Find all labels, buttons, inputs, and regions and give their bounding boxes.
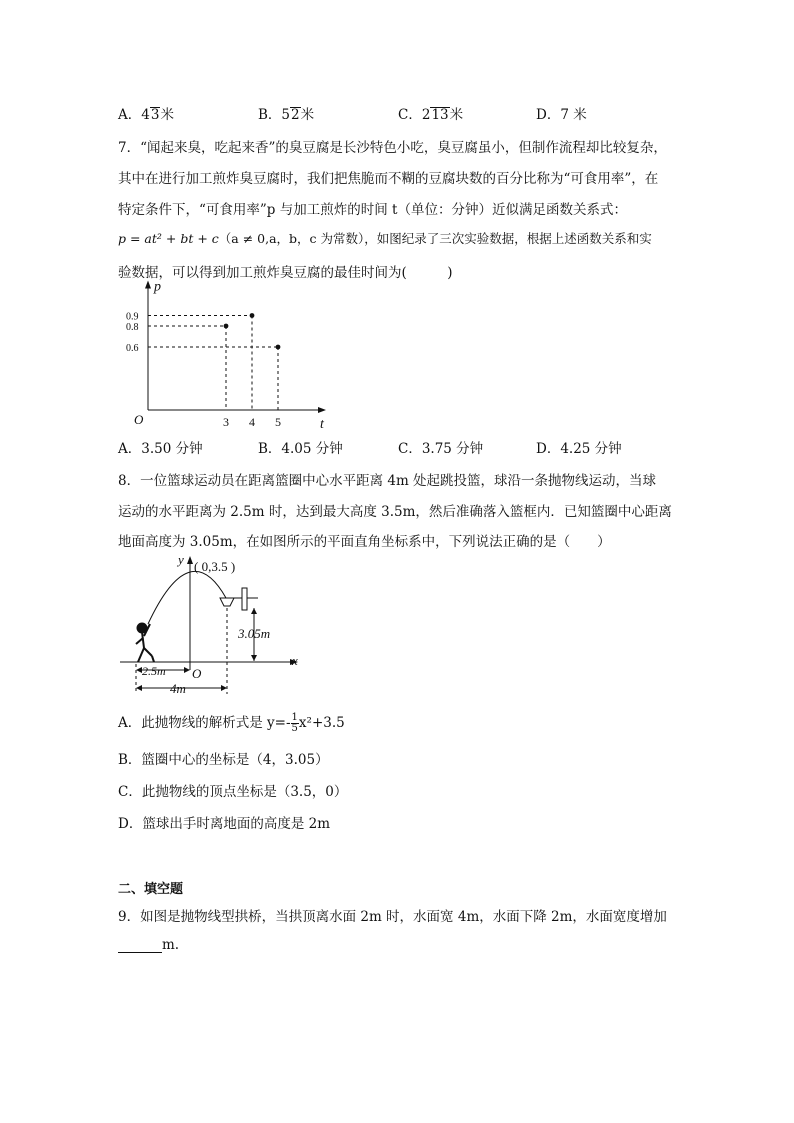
q8-line-3: 地面高度为 3.05m，在如图所示的平面直角坐标系中，下列说法正确的是（ ） <box>118 534 611 550</box>
q8-y-label: y <box>178 552 184 567</box>
q8-option-b[interactable]: B．篮圈中心的坐标是（4，3.05） <box>118 752 329 768</box>
q7-option-a[interactable]: A．3.50 分钟 <box>118 441 203 457</box>
q8-y-arrow-icon <box>187 556 193 564</box>
q8-x-label: x <box>292 653 298 668</box>
q6-options <box>118 103 678 123</box>
q9-line-2 <box>118 937 179 953</box>
data-point-4 <box>250 313 255 318</box>
q8-line-1: 8．一位篮球运动员在距离篮圈中心水平距离 4m 处起跳投篮，球沿一条抛物线运动，当球 <box>118 473 657 489</box>
q6-option-d[interactable]: D．7 米 <box>536 107 587 123</box>
q8-height-arrow-up-icon <box>251 608 257 614</box>
q8-dist2-left-icon <box>136 685 142 691</box>
basketball-player-icon <box>136 624 154 663</box>
q7-line-4 <box>118 229 652 247</box>
q7-chart <box>110 279 324 432</box>
q8-basketball-figure <box>112 552 312 700</box>
q8-height-label: 3.05m <box>238 626 271 641</box>
x-axis-label: t <box>320 417 324 432</box>
q7-option-d[interactable]: D．4.25 分钟 <box>536 441 622 457</box>
data-point-5 <box>276 345 281 350</box>
q8-option-a-fraction: $\frac{1}{5}$ <box>291 711 298 734</box>
y-axis-label: p <box>154 279 161 295</box>
q7-option-c[interactable]: C．3.75 分钟 <box>398 441 484 457</box>
y-tick-label-0.9: 0.9 <box>126 311 139 323</box>
q8-option-d[interactable]: D．篮球出手时离地面的高度是 2m <box>118 816 331 832</box>
q8-option-a-prefix: A．此抛物线的解析式是 y=- <box>118 715 291 731</box>
q8-height-arrow-down-icon <box>251 655 257 661</box>
q6-option-c[interactable]: C．213米 <box>398 107 464 123</box>
q8-vertex-label: ( 0,3.5 ) <box>194 559 236 574</box>
q9-answer-blank[interactable] <box>118 940 162 953</box>
q7-line-3: 特定条件下，“可食用率”p 与加工煎炸的时间 t（单位：分钟）近似满足函数关系式： <box>118 202 627 218</box>
q7-line-1: 7．“闻起来臭，吃起来香”的臭豆腐是长沙特色小吃，臭豆腐虽小，但制作流程却比较复杂， <box>118 140 667 156</box>
q8-option-a-suffix: x²+3.5 <box>298 715 345 731</box>
q7-line-2: 其中在进行加工煎炸臭豆腐时，我们把焦脆而不糊的豆腐块数的百分比称为“可食用率”，在 <box>118 171 659 187</box>
q8-ball-trajectory <box>148 571 226 624</box>
q6-option-a[interactable]: A．43米 <box>118 107 174 123</box>
data-point-3 <box>224 324 229 329</box>
q7-option-b[interactable]: B．4.05 分钟 <box>258 441 343 457</box>
q7-line-4-rest: （a ≠ 0,a，b，c 为常数），如图纪录了三次实验数据，根据上述函数关系和实 <box>218 231 652 246</box>
y-tick-label-0.8: 0.8 <box>126 322 139 333</box>
x-tick-label-3: 3 <box>223 415 229 429</box>
q7-formula: p = at² + bt + c <box>118 231 219 246</box>
hoop-icon <box>220 598 234 606</box>
q8-dist2-label: 4m <box>170 681 186 696</box>
q9-line-1: 9．如图是抛物线型拱桥，当拱顶离水面 2m 时，水面宽 4m，水面下降 2m，水面宽度增加 <box>118 909 667 925</box>
q8-origin-label: O <box>192 666 202 681</box>
q7-line-5: 验数据，可以得到加工煎炸臭豆腐的最佳时间为( ) <box>118 265 453 281</box>
q8-line-2: 运动的水平距离为 2.5m 时，达到最大高度 3.5m，然后准确落入篮框内．已知篮圈中心距离 <box>118 504 672 520</box>
backboard-icon <box>242 588 247 610</box>
q8-dist1-right-icon <box>184 667 190 673</box>
section-title-fill-in: 二、填空题 <box>118 882 184 897</box>
q8-dist1-label: 2.5m <box>142 664 166 678</box>
origin-label: O <box>134 412 144 427</box>
x-tick-label-5: 5 <box>275 415 281 429</box>
q7-options <box>118 437 678 457</box>
q8-option-c[interactable]: C．此抛物线的顶点坐标是（3.5，0） <box>118 784 348 800</box>
q8-option-a[interactable] <box>118 711 345 735</box>
q8-dist2-right-icon <box>221 685 227 691</box>
x-tick-label-4: 4 <box>249 415 255 429</box>
q9-line-2-suffix: m. <box>162 937 180 953</box>
q6-option-b[interactable]: B．52米 <box>258 107 315 123</box>
y-tick-label-0.6: 0.6 <box>126 343 139 354</box>
